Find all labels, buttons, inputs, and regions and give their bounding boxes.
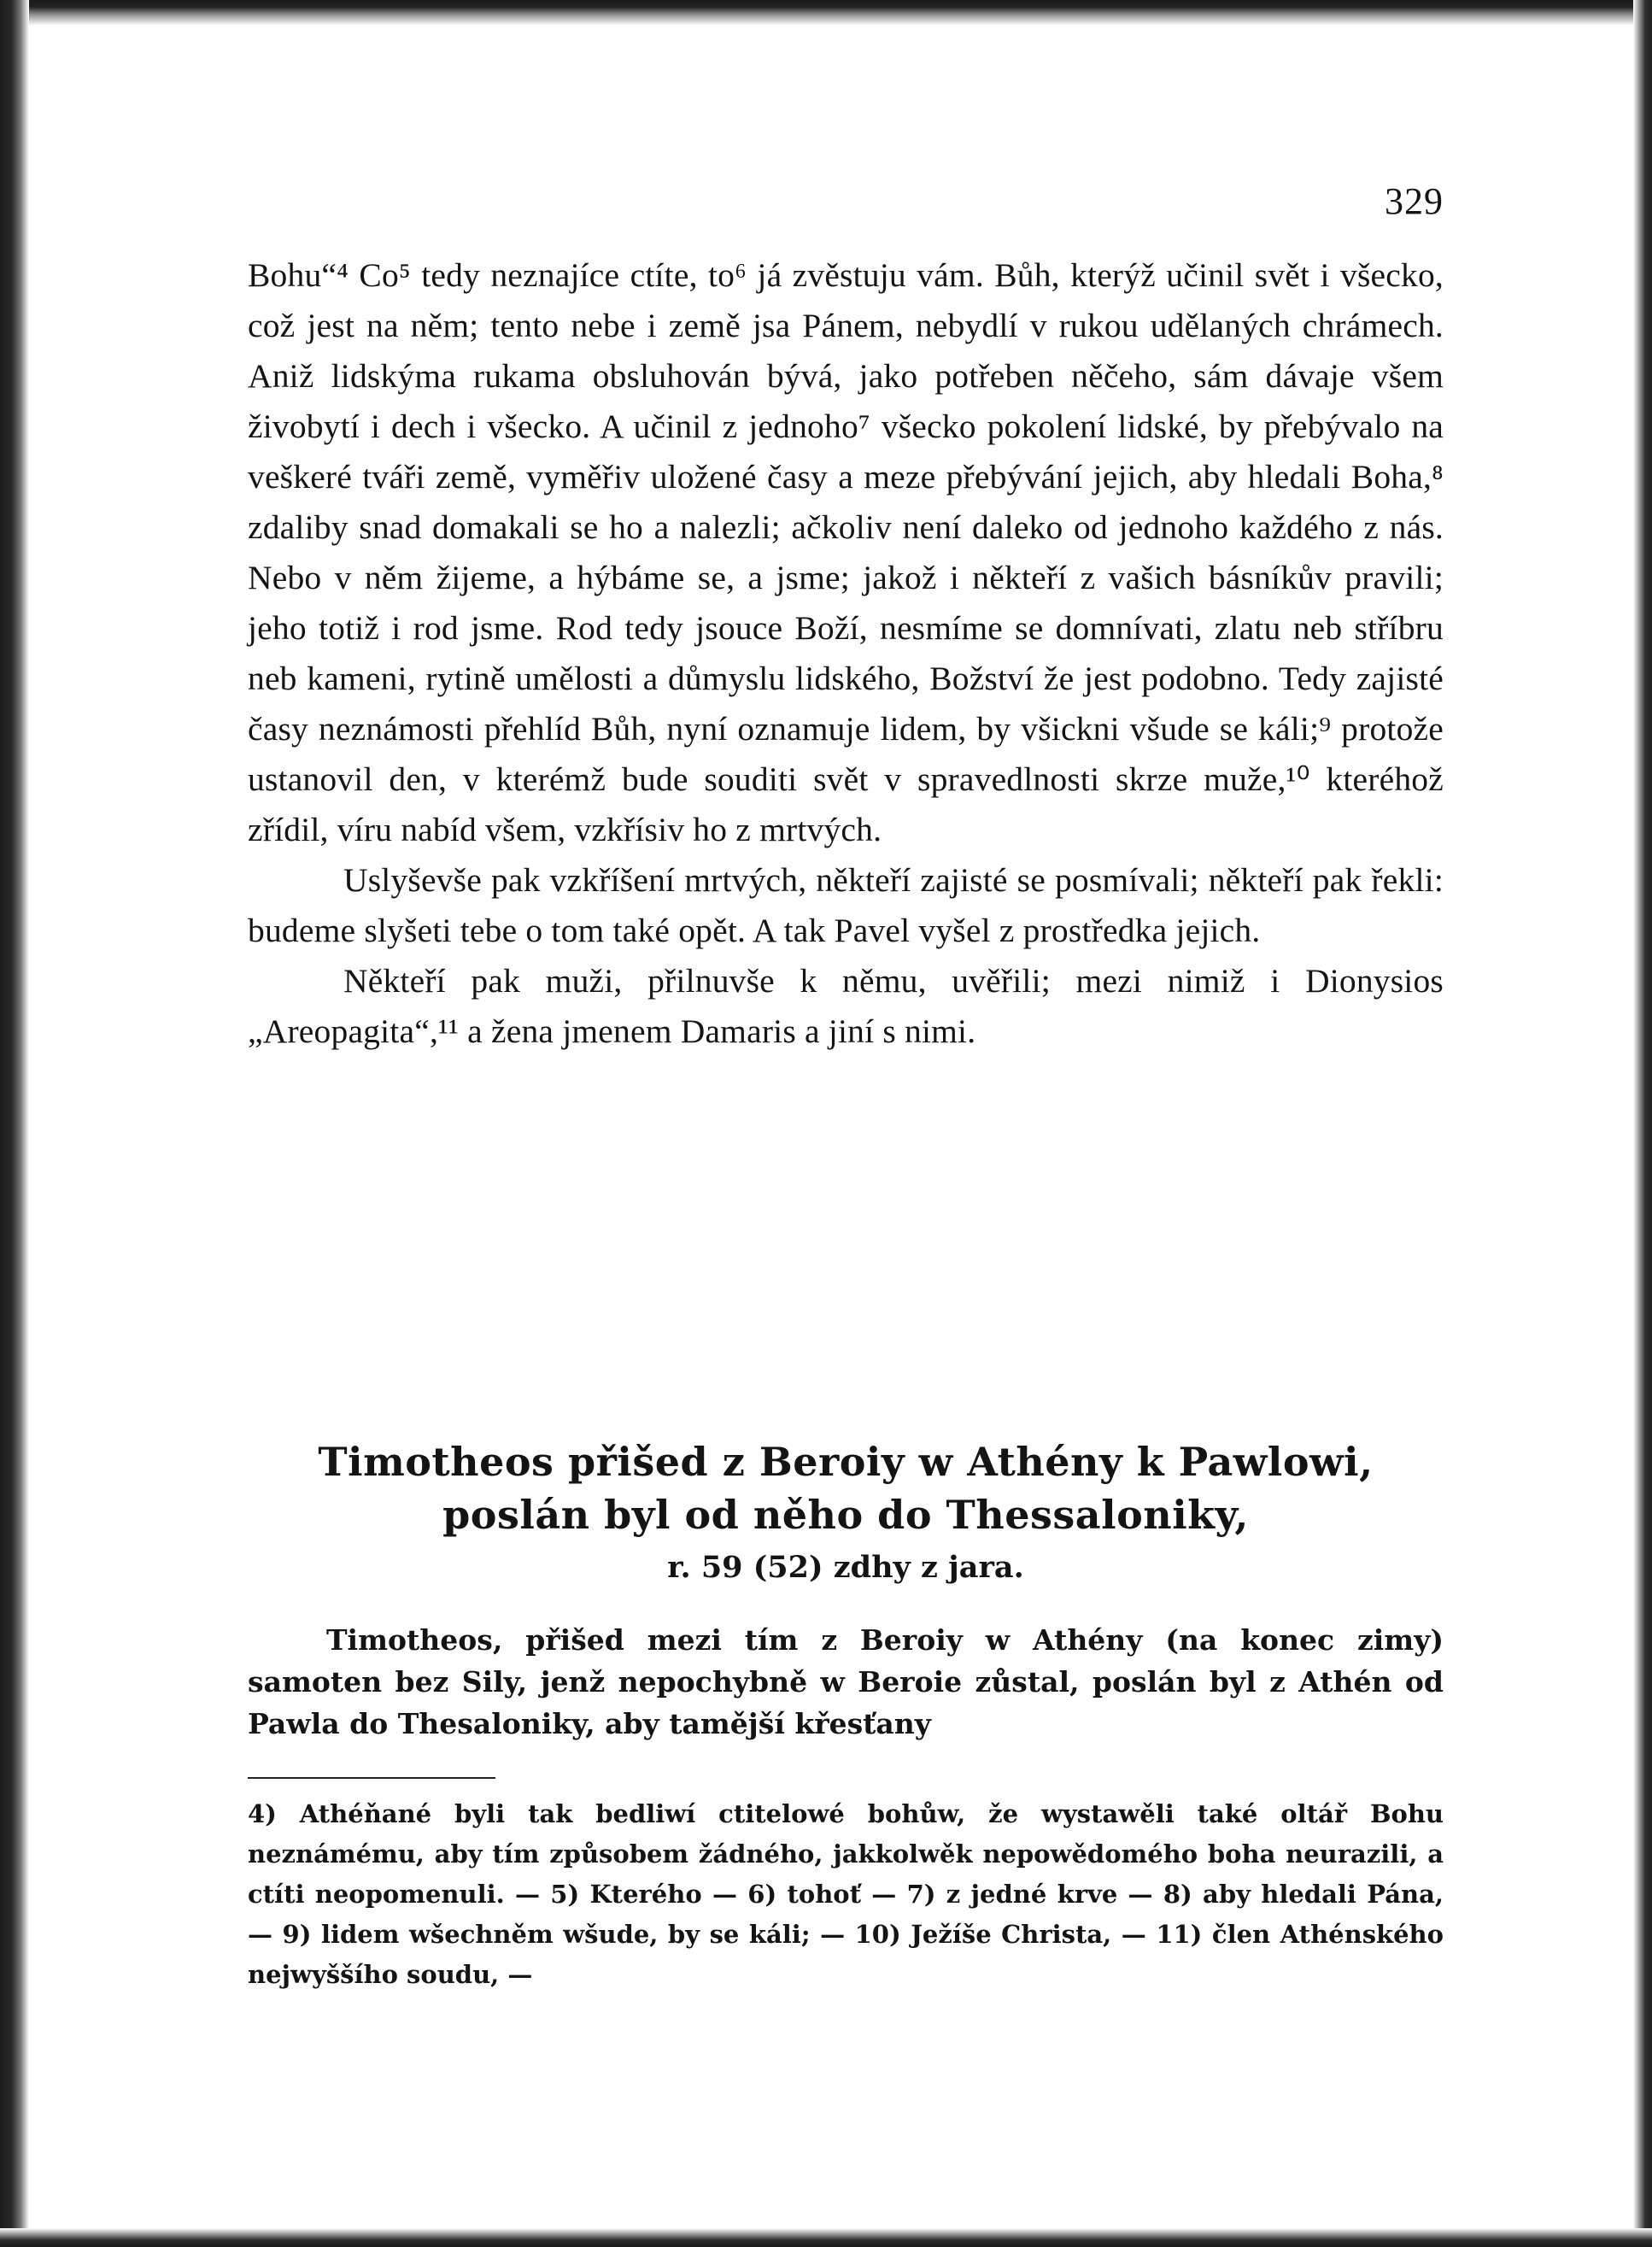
paragraph-1: Bohu“⁴ Co⁵ tedy neznajíce ctíte, to⁶ já zvěstuju vám. Bůh, kterýž učinil svět i všecko, což jest na něm; tento nebe i země jsa Pánem, nebydlí v rukou udělaných chrámech. Aniž lidskýma rukama obsluhován bývá, jako potřeben něčeho, sám dávaje všem živobytí i dech i všecko. A učinil z jednoho⁷ všecko pokolení lidské, by přebývalo na veškeré tváři země, vyměřiv uložené časy a meze přebývání jejich, aby hledali Boha,⁸ zdaliby snad domakali se ho a nalezli; ačkoliv není daleko od jednoho každého z nás. Nebo v něm žijeme, a hýbáme se, a jsme; jakož i někteří z vašich básníkův pravili; jeho totiž i rod jsme. Rod tedy jsouce Boží, nesmíme se domnívati, zlatu neb stříbru neb kameni, rytině umělosti a důmyslu lidského, Božství že jest podobno. Tedy zajisté časy neznámosti přehlíd Bůh, nyní oznamuje lidem, by všickni všude se káli;⁹ protože ustanovil den, v kterémž bude souditi svět v spravedlnosti skrze muže,¹⁰ kteréhož zřídil, víru nabíd všem, vzkřísiv ho z mrtvých.: [248, 256, 1444, 848]
section-heading: Timotheos přišed z Beroiy w Athény k Pawlowi, poslán byl od něho do Thessaloniky,: [318, 1439, 1374, 1538]
footnote-text: 4) Athéňané byli tak bedliwí ctitelowé bohůw, že wystawěli také oltář Bohu neznámému, aby tím způsobem žádného, jakkolwěk nepowědomého boha neurazili, a ctíti neopomenuli. — 5) Kterého — 6) tohoť — 7) z jedné krve — 8) aby hledali Pána, — 9) lidem wšechněm wšude, by se káli; — 10) Ježíše Christa, — 11) člen Athénského nejwyššího soudu, —: [248, 1799, 1444, 1989]
paragraph-2: Uslyševše pak vzkříšení mrtvých, někteří zajisté se posmívali; někteří pak řekli: budeme slyšeti tebe o tom také opět. A tak Pavel vyšel z prostředka jejich.: [248, 861, 1444, 949]
section-paragraph: Timotheos, přišed mezi tím z Beroiy w Athény (na konec zimy) samoten bez Sily, jenž nepochybně w Beroie zůstal, poslán byl z Athén od Pawla do Thesaloniky, aby tamější křesťany: [248, 1623, 1444, 1740]
page-number: 329: [1385, 180, 1444, 222]
scan-edge-bottom: [0, 2228, 1652, 2247]
section-date: r. 59 (52) zdhy z jara.: [667, 1550, 1024, 1585]
scan-edge-right: [1633, 0, 1652, 2247]
main-text: [248, 250, 1444, 1057]
paragraph-3: Někteří pak muži, přilnuvše k němu, uvěřili; mezi nimiž i Dionysios „Areopagita“,¹¹ a žena jmenem Damaris a jiní s nimi.: [248, 962, 1444, 1050]
scan-edge-left: [0, 0, 29, 2247]
footnotes: [248, 1794, 1444, 1995]
section-text: [248, 1619, 1444, 1745]
scan-edge-top: [0, 0, 1652, 26]
footnote-divider: [248, 1777, 495, 1779]
